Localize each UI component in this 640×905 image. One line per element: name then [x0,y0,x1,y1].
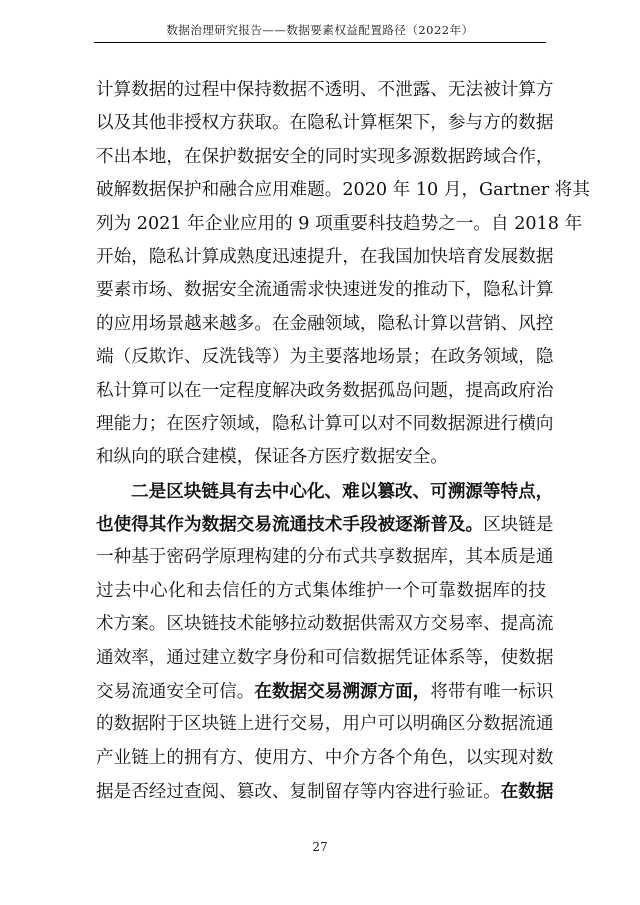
text-line [96,742,554,775]
text-run: 端（反欺诈、反洗钱等）为主要落地场景；在政务领域，隐 [96,347,554,368]
text-run: 通效率，通过建立数字身份和可信数据凭证体系等，使数据 [96,647,554,668]
text-line [96,508,554,541]
text-line [96,642,554,675]
text-line [96,74,554,107]
text-run: 术方案。区块链技术能够拉动数据供需双方交易率、提高流 [96,614,554,635]
text-line [96,341,554,374]
header-rule [94,42,546,43]
text-run: 理能力；在医疗领域，隐私计算可以对不同数据源进行横向 [96,413,554,434]
text-run: 破解数据保护和融合应用难题。2020 年 10 月，Gartner 将其 [96,180,590,201]
text-line [96,475,554,508]
text-run: 列为 2021 年企业应用的 9 项重要科技趋势之一。自 2018 年 [96,213,583,234]
text-run: 和纵向的联合建模，保证各方医疗数据安全。 [96,447,448,468]
text-line [96,541,554,574]
text-run: 将带有唯一标识 [430,682,554,703]
text-line [96,174,590,207]
bold-subheading: 在数据 [500,781,554,803]
text-line [96,274,554,307]
text-line [96,141,554,174]
text-line [96,575,546,608]
text-run: 不出本地，在保护数据安全的同时实现多源数据跨域合作， [96,146,554,167]
text-line [96,408,554,441]
bold-lead-sentence: 二是区块链具有去中心化、难以篡改、可溯源等特点， [131,480,554,502]
text-run: 的应用场景越来越多。在金融领域，隐私计算以营销、风控 [96,313,554,334]
text-run: 私计算可以在一定程度解决政务数据孤岛问题，提高政府治 [96,380,554,401]
bold-subheading: 在数据交易溯源方面， [254,681,431,703]
text-line [96,308,554,341]
text-run: 区块链是 [483,515,554,536]
text-line [96,708,554,741]
text-line [96,675,554,708]
text-line [96,375,554,408]
text-line [96,208,583,241]
text-run: 产业链上的拥有方、使用方、中介方各个角色，以实现对数 [96,747,554,768]
text-line [96,608,554,641]
running-header: 数据治理研究报告——数据要素权益配置路径（2022年） [166,23,474,37]
text-run: 的数据附于区块链上进行交易，用户可以明确区分数据流通 [96,714,554,735]
text-run: 据是否经过查阅、篡改、复制留存等内容进行验证。 [96,782,501,803]
bold-lead-sentence: 也使得其作为数据交易流通技术手段被逐渐普及。 [96,514,484,536]
text-line [96,441,546,474]
page-number: 27 [312,840,328,854]
text-run: 一种基于密码学原理构建的分布式共享数据库，其本质是通 [96,547,554,568]
text-run: 交易流通安全可信。 [96,682,255,703]
text-line [96,107,554,140]
body-text [96,74,590,809]
paragraph-privacy-computing [96,74,590,475]
paragraph-blockchain [96,475,554,809]
text-run: 计算数据的过程中保持数据不透明、不泄露、无法被计算方 [96,80,554,100]
text-run: 过去中心化和去信任的方式集体维护一个可靠数据库的技 [96,580,546,601]
text-line [96,775,554,808]
text-line [96,241,554,274]
text-run: 开始，隐私计算成熟度迅速提升，在我国加快培育发展数据 [96,246,554,267]
text-run: 以及其他非授权方获取。在隐私计算框架下，参与方的数据 [96,113,554,134]
text-run: 要素市场、数据安全流通需求快速迸发的推动下，隐私计算 [96,280,554,301]
